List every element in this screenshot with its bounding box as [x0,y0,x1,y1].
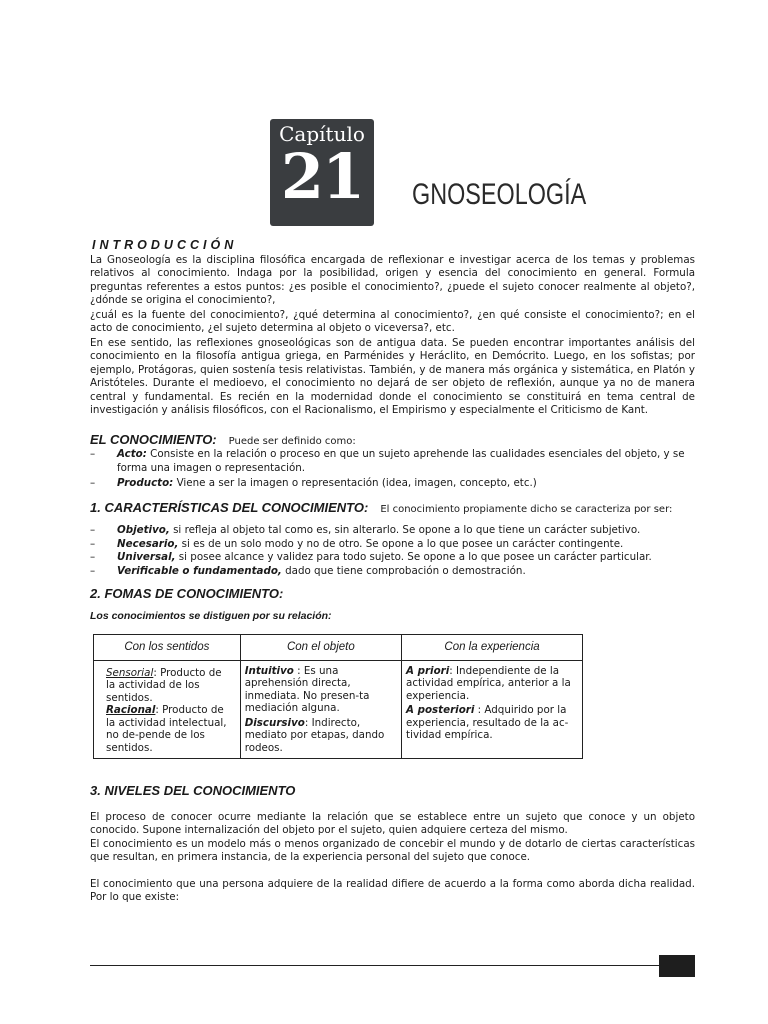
list-item: – Verificable o fundamentado, dado que tiene comprobación o demostración. [90,565,695,579]
list-item: – Producto: Viene a ser la imagen o representación (idea, imagen, concepto, etc.) [90,477,695,491]
list-item: – Acto: Consiste en la relación o proceso en que un sujeto aprehende las cualidades esenciales del objeto, y se forma una imagen o representación. [90,448,695,475]
intro-heading: INTRODUCCIÓN [92,238,238,252]
list-item: – Universal, si posee alcance y validez para todo sujeto. Se opone a lo que posee un carácter particular. [90,551,695,565]
caracteristicas-heading [90,501,695,517]
table-header-cell: Con el objeto [240,635,401,661]
page-number-box [659,955,695,977]
conocimiento-note: Puede ser definido como: [228,435,356,447]
chapter-title: GNOSEOLOGÍA [412,178,587,211]
conocimiento-title: EL CONOCIMIENTO: [90,431,217,447]
table-cell-sentidos: Sensorial: Producto de la actividad de los sentidos. Racional: Producto de la actividad intelectual, no de-pende de los sentidos. [94,660,241,759]
table-header-row [94,635,583,661]
table-row [94,660,583,759]
intro-paragraph-3: En ese sentido, las reflexiones gnoseológicas son de antigua data. Se pueden encontrar importantes análisis del conocimiento en la filosofía antigua griega, en Parménides y Heráclito, en Demócrito. Luego, en los sofistas; por ejemplo, Protágoras, quien sostenía tesis relativistas. También, y de manera más orgánica y sistemática, en Platón y Aristóteles. Durante el medioevo, el conocimiento no dejará de ser objeto de reflexión, aunque ya no de manera central y fundamental. Es recién en la modernidad donde el conocimiento se constituirá en tema central de investigación y análisis filosóficos, con el Racionalismo, el Empirismo y especialmente el Criticismo de Kant. [90,336,695,416]
caracteristicas-note: El conocimiento propiamente dicho se caracteriza por ser: [380,503,673,515]
formas-subheading: Los conocimientos se distiguen por su relación: [90,609,332,622]
table-header-cell: Con los sentidos [94,635,241,661]
formas-table [93,634,583,759]
chapter-number: 21 [280,140,364,213]
table-cell-objeto: Intuitivo : Es una aprehensión directa, inmediata. No presen-ta mediación alguna. Discursivo: Indirecto, mediato por etapas, dando rodeos. [240,660,401,759]
footer-divider [90,965,660,966]
conocimiento-list [90,448,695,491]
list-item: – Objetivo, si refleja al objeto tal como es, sin alterarlo. Se opone a lo que tiene un carácter subjetivo. [90,524,695,538]
formas-heading: 2. FOMAS DE CONOCIMIENTO: [90,586,284,601]
list-item: – Necesario, si es de un solo modo y no de otro. Se opone a lo que posee un carácter contingente. [90,538,695,552]
table-header-cell: Con la experiencia [402,635,583,661]
chapter-label: Capítulo [279,122,365,146]
chapter-badge [270,119,374,226]
intro-paragraph-1: La Gnoseología es la disciplina filosófica encargada de reflexionar e investigar acerca de los temas y problemas relativos al conocimiento. Indaga por la posibilidad, origen y esencia del conocimiento en general. Formula preguntas referentes a estos puntos: ¿es posible el conocimiento?, ¿puede el sujeto conocer realmente al objeto?, ¿dónde se origina el conocimiento?, [90,253,695,306]
caracteristicas-title: 1. CARACTERÍSTICAS DEL CONOCIMIENTO: [90,499,369,515]
conocimiento-heading [90,433,695,449]
niveles-paragraph-3: El conocimiento que una persona adquiere de la realidad difiere de acuerdo a la forma como aborda dicha realidad. Por lo que existe: [90,877,695,903]
page-content [90,239,695,905]
niveles-paragraph-2: El conocimiento es un modelo más o menos organizado de concebir el mundo y de dotarlo de ciertas características que resultan, en primera instancia, de la experiencia personal del sujeto que conoce. [90,837,695,863]
niveles-paragraph-1: El proceso de conocer ocurre mediante la relación que se establece entre un sujeto que conoce y un objeto conocido. Supone internalización del objeto por el sujeto, quien adquiere certeza del mismo. [90,810,695,836]
caracteristicas-list [90,524,695,578]
intro-paragraph-2: ¿cuál es la fuente del conocimiento?, ¿qué determina al conocimiento?, ¿en qué consiste el conocimiento?; en el acto de conocimiento, ¿el sujeto determina al objeto o viceversa?, etc. [90,308,695,334]
table-cell-experiencia: A priori: Independiente de la actividad empírica, anterior a la experiencia. A posteriori : Adquirido por la experiencia, resultado de la ac-tividad empírica. [402,660,583,759]
niveles-heading: 3. NIVELES DEL CONOCIMIENTO [90,783,296,798]
